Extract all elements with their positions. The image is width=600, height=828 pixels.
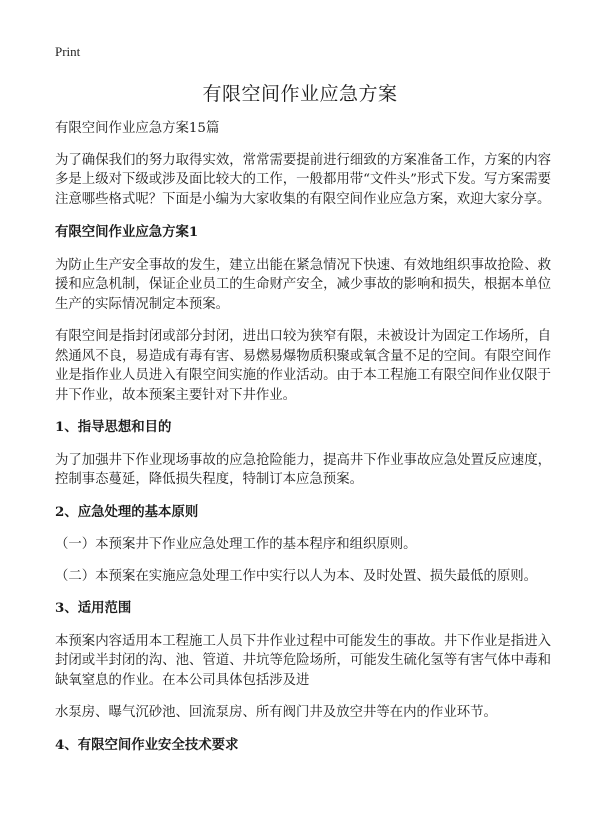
section-heading: 有限空间作业应急方案1 — [55, 224, 199, 240]
document-body — [55, 119, 551, 768]
section-heading: 2、应急处理的基本原则 — [55, 503, 199, 520]
section-heading: 1、指导思想和目的 — [55, 419, 172, 435]
paragraph: 本预案内容适用本工程施工人员下井作业过程中可能发生的事故。井下作业是指进入封闭或半封闭的沟、池、管道、井坑等危险场所，可能发生硫化氢等有害气体中毒和缺氧窒息的作业。在本公司具体包括涉及进 — [55, 633, 551, 688]
paragraph: 为了加强井下作业现场事故的应急抢险能力，提高井下作业事故应急处置反应速度，控制事态蔓延，降低损失程度，特制订本应急预案。 — [55, 452, 551, 487]
section-heading: 3、适用范围 — [55, 600, 132, 616]
paragraph: 有限空间是指封闭或部分封闭，进出口较为狭窄有限，未被设计为固定工作场所，自然通风不良，易造成有毒有害、易燃易爆物质积聚或氧含量不足的空间。有限空间作业是指作业人员进入有限空间实施的作业活动。由于本工程施工有限空间作业仅限于井下作业，故本预案主要针对下井作业。 — [55, 329, 551, 403]
paragraph: （二）本预案在实施应急处理工作中实行以人为本、及时处置、损失最低的原则。 — [55, 568, 538, 584]
section-heading: 4、有限空间作业安全技术要求 — [55, 736, 239, 753]
paragraph: 为防止生产安全事故的发生，建立出能在紧急情况下快速、有效地组织事故抢险、救援和应急机制，保证企业员工的生命财产安全，减少事故的影响和损失，根据本单位生产的实际情况制定本预案。 — [55, 257, 551, 312]
paragraph: 水泵房、曝气沉砂池、回流泵房、所有阀门井及放空井等在内的作业环节。 — [55, 705, 497, 720]
print-link[interactable]: Print — [55, 44, 81, 59]
page-title: 有限空间作业应急方案 — [202, 83, 398, 105]
document-subtitle: 有限空间作业应急方案15篇 — [55, 121, 220, 136]
intro-paragraph: 为了确保我们的努力取得实效，常常需要提前进行细致的方案准备工作，方案的内容多是上级对下级或涉及面比较大的工作，一般都用带“文件头”形式下发。写方案需要注意哪些格式呢？下面是小编为大家收集的有限空间作业应急方案，欢迎大家分享。 — [55, 152, 551, 207]
paragraph: （一）本预案井下作业应急处理工作的基本程序和组织原则。 — [55, 537, 417, 552]
